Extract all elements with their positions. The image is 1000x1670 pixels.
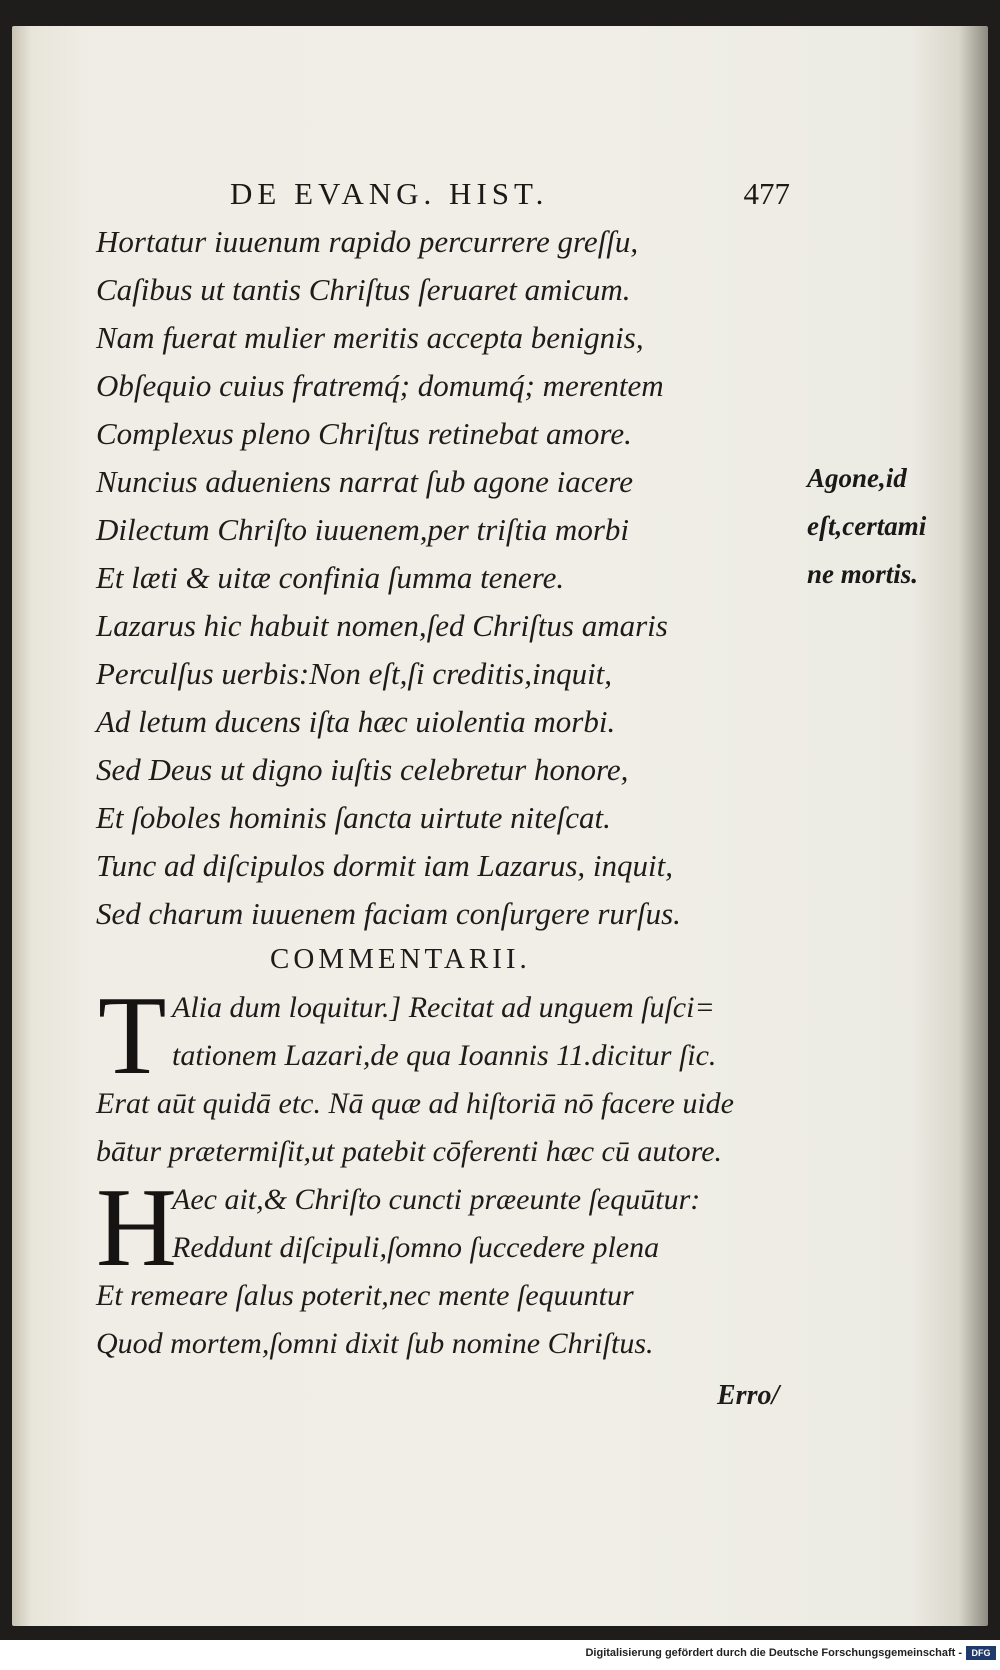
verse-line: Nam fuerat mulier meritis accepta benignis,	[96, 320, 644, 355]
verse-line: Et remeare ſalus poterit,nec mente ſequuntur	[96, 1279, 634, 1312]
verse-line: Ad letum ducens iſta hæc uiolentia morbi.	[96, 704, 616, 739]
footer-bar	[0, 1640, 1000, 1670]
commentary-line: Alia dum loquitur.] Recitat ad unguem ſuſci=	[172, 991, 715, 1024]
verse-line: Nuncius adueniens narrat ſub agone iacere	[96, 464, 633, 499]
margin-note	[807, 454, 967, 598]
commentary-line: Erat aūt quidā etc. Nā quæ ad hiſtoriā nō facere uide	[96, 1087, 734, 1120]
margin-note-line: eſt,certami	[807, 511, 927, 541]
verse-line: Et ſoboles hominis ſancta uirtute niteſcat.	[96, 800, 611, 835]
verse-block-2	[96, 1166, 836, 1368]
verse-line: Obſequio cuius fratremq́; domumq́; merentem	[96, 368, 664, 403]
verse-line: Quod mortem,ſomni dixit ſub nomine Chriſtus.	[96, 1327, 654, 1360]
verse-line: Sed charum iuuenem faciam conſurgere rurſus.	[96, 896, 681, 931]
verse-line: Dilectum Chriſto iuuenem,per triſtia morbi	[96, 512, 629, 547]
verse-line: Hortatur iuuenum rapido percurrere greſſu,	[96, 224, 639, 259]
verse-block	[96, 218, 836, 938]
page-number: 477	[743, 176, 790, 211]
drop-cap: T	[98, 974, 167, 1098]
catchword: Erro/	[717, 1380, 780, 1411]
running-head: DE EVANG. HIST.	[230, 176, 549, 211]
verse-line: Caſibus ut tantis Chriſtus ſeruaret amicum.	[96, 272, 631, 307]
verse-line: Lazarus hic habuit nomen,ſed Chriſtus amaris	[96, 608, 668, 643]
verse-line: Reddunt diſcipuli,ſomno ſuccedere plena	[172, 1231, 660, 1264]
verse-line: Aec ait,& Chriſto cuncti præeunte ſequūtur:	[172, 1183, 701, 1216]
commentary-line: bātur prætermiſit,ut patebit cōferenti hæc cū autore.	[96, 1135, 723, 1168]
commentary-line: tationem Lazari,de qua Ioannis 11.dicitur ſic.	[172, 1039, 717, 1072]
verse-line: Et læti & uitæ confinia ſumma tenere.	[96, 560, 565, 595]
margin-note-line: Agone,id	[807, 463, 907, 493]
section-heading: COMMENTARII.	[270, 943, 531, 975]
verse-line: Complexus pleno Chriſtus retinebat amore.	[96, 416, 632, 451]
commentary-block	[96, 974, 836, 1176]
drop-cap: H	[96, 1166, 177, 1290]
verse-line: Tunc ad diſcipulos dormit iam Lazarus, inquit,	[96, 848, 674, 883]
book-page	[12, 26, 988, 1626]
margin-note-line: ne mortis.	[807, 559, 919, 589]
page-header	[230, 176, 790, 216]
funding-credit: Digitalisierung gefördert durch die Deutsche Forschungsgemeinschaft -	[585, 1647, 962, 1659]
verse-line: Perculſus uerbis:Non eſt,ſi creditis,inquit,	[96, 656, 613, 691]
dfg-logo: DFG	[966, 1646, 996, 1660]
verse-line: Sed Deus ut digno iuſtis celebretur honore,	[96, 752, 629, 787]
